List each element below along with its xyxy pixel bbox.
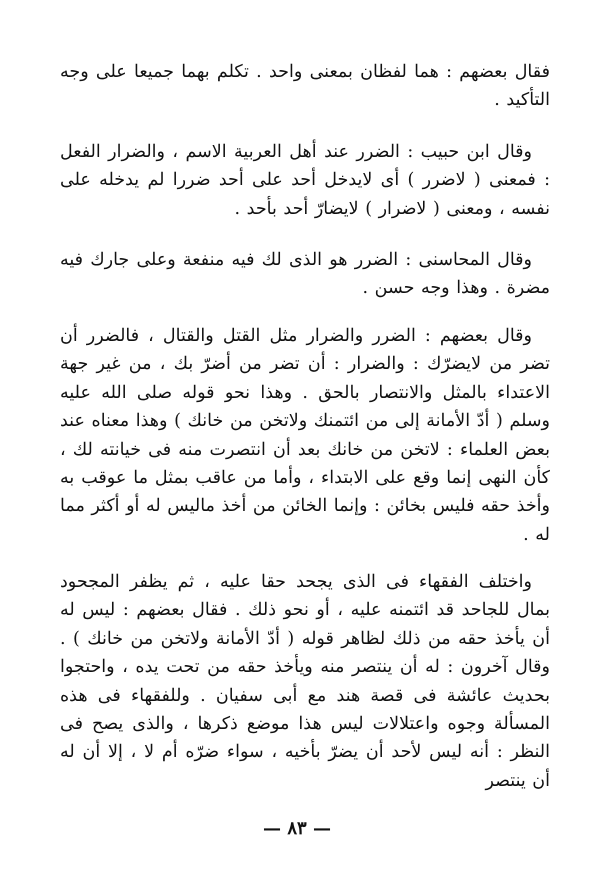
paragraph-4 — [60, 322, 550, 549]
paragraph-text: وقال ابن حبيب : الضرر عند أهل العربية الاسم ، والضرار الفعل : فمعنى ( لاضرر ) أى لايدخل أحد على أحد ضررا لم يدخله على نفسه ، ومعنى ( لاضرار ) لايضارّ أحد بأحد . — [60, 142, 550, 219]
paragraph-1 — [60, 58, 550, 115]
paragraph-text: وقال بعضهم : الضرر والضرار مثل القتل والقتال ، فالضرر أن تضر من لايضرّك : والضرار : أن تضر من أضرّ بك ، من غير جهة الاعتداء بالمثل والانتصار بالحق . وهذا نحو قوله صلى الله عليه وسلم ( أدّ الأمانة إلى من ائتمنك ولاتخن من خانك ) وهذا معناه عند بعض العلماء : لاتخن من خانك بعد أن انتصرت منه فى خيانته لك ، كأن النهى إنما وقع على الابتداء ، وأما من عاقب بمثل ما عوقب به وأخذ حقه فليس بخائن : وإنما الخائن من أخذ ماليس له أو أكثر مما له . — [60, 326, 551, 545]
paragraph-text: فقال بعضهم : هما لفظان بمعنى واحد . تكلم بهما جميعا على وجه التأكيد . — [60, 62, 550, 111]
paragraph-text: وقال المحاسنى : الضرر هو الذى لك فيه منفعة وعلى جارك فيه مضرة . وهذا وجه حسن . — [60, 250, 550, 299]
paragraph-3 — [60, 246, 550, 303]
paragraph-5 — [60, 568, 550, 795]
paragraph-2 — [60, 138, 550, 223]
page-number: — ٨٣ — — [263, 818, 331, 839]
paragraph-text: واختلف الفقهاء فى الذى يجحد حقا عليه ، ثم يظفر المجحود بمال للجاحد قد ائتمنه عليه ، أو نحو ذلك . فقال بعضهم : ليس له أن يأخذ حقه من ذلك لظاهر قوله ( أدّ الأمانة ولاتخن من خانك ) . وقال آخرون : له أن ينتصر منه ويأخذ حقه من تحت يده ، واحتجوا بحديث عائشة فى قصة هند مع أبى سفيان . وللفقهاء فى هذه المسألة وجوه واعتلالات ليس هذا موضع ذكرها ، والذى يصح فى النظر : أنه ليس لأحد أن يضرّ بأخيه ، سواء ضرّه أم لا ، إلا أن له أن ينتصر — [60, 572, 550, 791]
